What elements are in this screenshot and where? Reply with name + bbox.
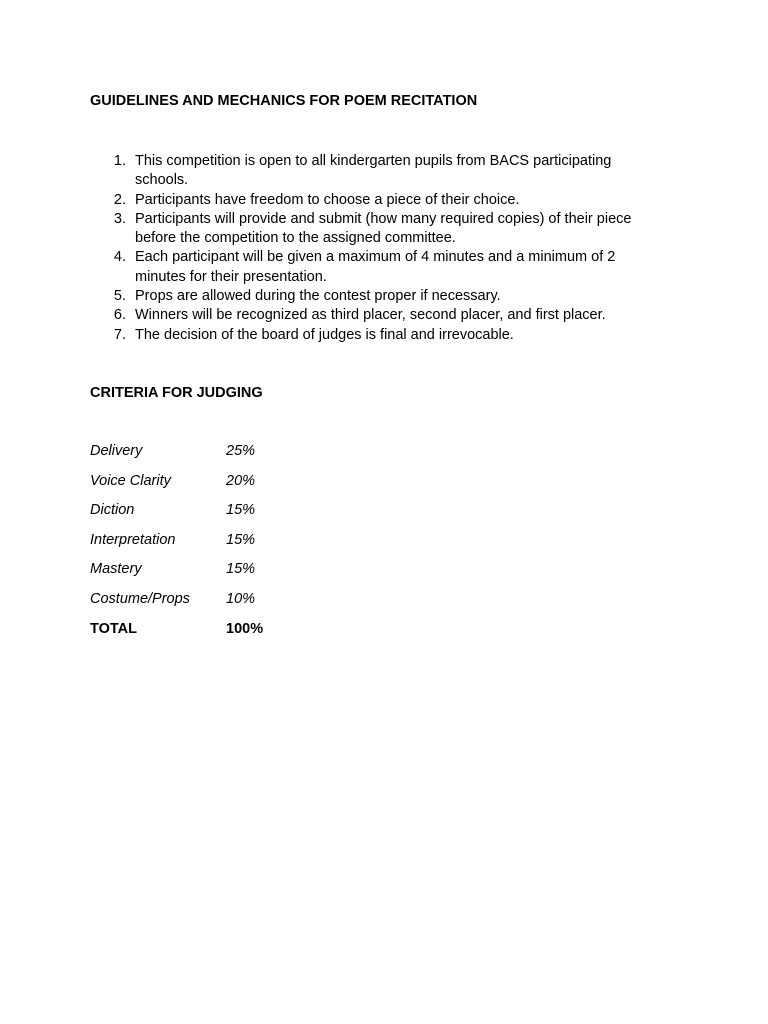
rule-item: [90, 191, 660, 210]
guidelines-heading: GUIDELINES AND MECHANICS FOR POEM RECITATION: [90, 93, 478, 109]
rule-text: The decision of the board of judges is final and irrevocable.: [135, 326, 514, 343]
rule-number: 5 .: [112, 287, 126, 306]
criterion-name: Mastery: [90, 561, 142, 578]
rule-text: Participants will provide and submit (how many required copies) of their piece before the competition to the assigned committee.: [135, 210, 632, 247]
criterion-weight: 25%: [226, 443, 256, 459]
rule-number: 1 .: [112, 152, 126, 171]
rule-item: [90, 248, 660, 287]
criterion-weight: 15%: [226, 561, 256, 578]
rule-item: [90, 306, 660, 325]
criterion-weight: 15%: [226, 502, 256, 519]
rule-text: This competition is open to all kindergarten pupils from BACS participating schools.: [135, 153, 612, 189]
criteria-total-row: [90, 621, 390, 651]
criterion-weight: 20%: [226, 472, 256, 489]
criteria-heading: CRITERIA FOR JUDGING: [90, 385, 263, 401]
criterion-name: Interpretation: [90, 531, 176, 548]
criterion-name: Delivery: [90, 443, 143, 459]
criteria-row: [90, 473, 390, 503]
criterion-weight: 10%: [226, 590, 256, 607]
rule-number: 3 .: [112, 210, 126, 229]
rules-list: [90, 152, 660, 345]
rule-item: [90, 326, 660, 345]
rule-number: 4 .: [112, 248, 126, 267]
criteria-row: [90, 591, 390, 621]
total-label: TOTAL: [90, 620, 137, 637]
criteria-table: [90, 443, 390, 650]
criteria-row: [90, 561, 390, 591]
rule-text: Props are allowed during the contest proper if necessary.: [135, 288, 501, 305]
rule-text: Participants have freedom to choose a piece of their choice.: [135, 191, 520, 208]
rule-text: Winners will be recognized as third placer, second placer, and first placer.: [135, 307, 606, 324]
criterion-name: Voice Clarity: [90, 472, 171, 489]
criterion-name: Diction: [90, 502, 135, 519]
rule-item: [90, 152, 660, 191]
criteria-row: [90, 443, 390, 473]
total-weight: 100%: [226, 620, 264, 637]
rule-number: 7 .: [112, 326, 126, 345]
rule-item: [90, 287, 660, 306]
criteria-row: [90, 502, 390, 532]
rule-text: Each participant will be given a maximum of 4 minutes and a minimum of 2 minutes for their presentation.: [135, 249, 616, 285]
criteria-row: [90, 532, 390, 562]
rule-number: 2 .: [112, 191, 126, 210]
rule-item: [90, 210, 660, 249]
rule-number: 6 .: [112, 306, 126, 325]
criterion-weight: 15%: [226, 531, 256, 548]
criterion-name: Costume/Props: [90, 590, 190, 607]
